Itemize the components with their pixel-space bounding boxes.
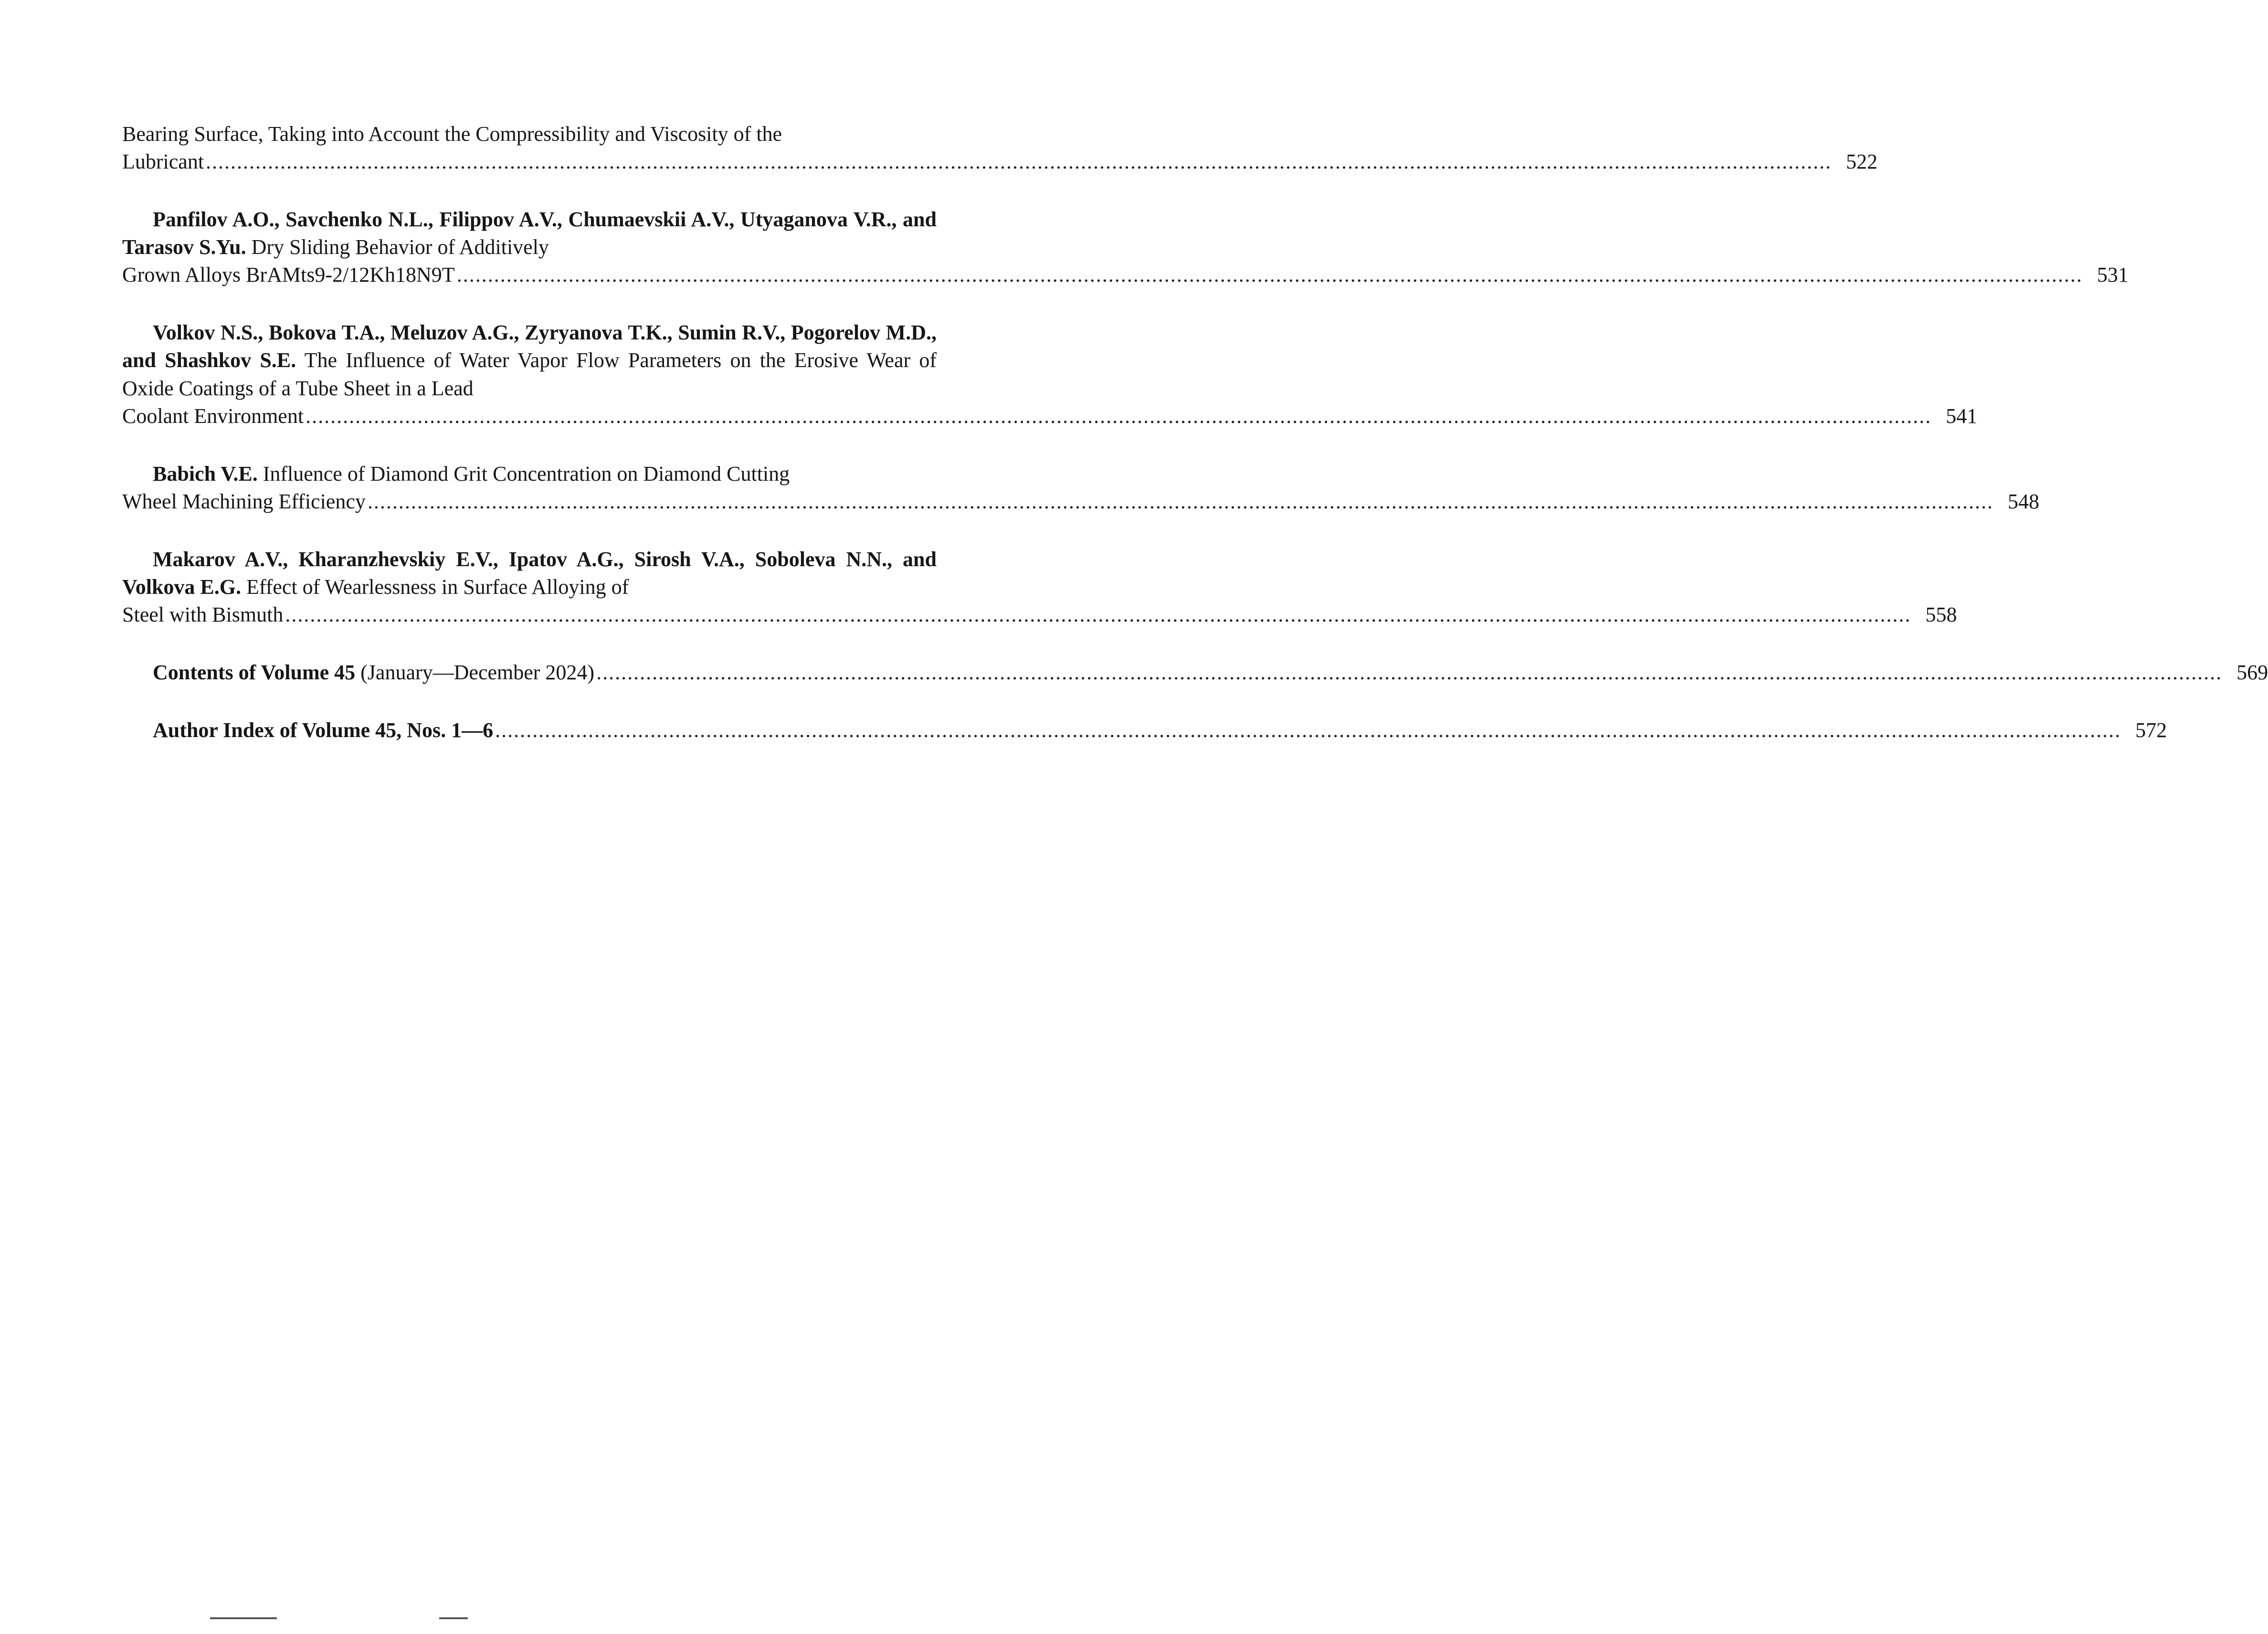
toc-entry xyxy=(122,460,2039,516)
contents-title-bold: Contents of Volume 45 xyxy=(153,661,356,685)
page-number: 531 xyxy=(2097,263,2129,287)
toc-entry xyxy=(122,546,1957,629)
scan-artifact-line xyxy=(439,1617,468,1619)
entry-title-tail: Coolant Environment xyxy=(122,404,304,428)
entry-last-line xyxy=(122,717,2167,744)
entry-body xyxy=(122,319,994,402)
entry-authors: Babich V.E. xyxy=(153,462,258,485)
contents-title-range: (January—December 2024) xyxy=(360,661,595,685)
entry-body xyxy=(122,460,994,488)
entry-title: Bearing Surface, Taking into Account the Compressibility and Viscosity of the xyxy=(122,122,782,146)
entry-last-line xyxy=(122,148,1878,176)
dot-leader: ...................................................................................................................................................................................................................................................................... xyxy=(596,661,2223,685)
entry-last-line xyxy=(122,402,1978,430)
toc-entry xyxy=(122,206,2129,289)
dot-leader: ...................................................................................................................................................................................................................................................................... xyxy=(206,150,1832,174)
entry-authors: Volkov N.S., Bokova T.A., Meluzov A.G., Zyryanova T.K., Sumin R.V., Pogorelov M.D., and Shashkov S.E. xyxy=(122,321,937,372)
dot-leader: ...................................................................................................................................................................................................................................................................... xyxy=(285,603,1911,627)
page-number: 572 xyxy=(2135,718,2167,742)
toc-entry xyxy=(122,120,1878,176)
page-number: 541 xyxy=(1946,404,1978,428)
entry-last-line xyxy=(122,601,1957,629)
entry-authors: Makarov A.V., Kharanzhevskiy E.V., Ipatov A.G., Sirosh V.A., Soboleva N.N., and Volkova E.G. xyxy=(122,547,937,599)
dot-leader: ...................................................................................................................................................................................................................................................................... xyxy=(456,263,2083,287)
entry-body xyxy=(122,546,994,601)
entry-authors: Panfilov A.O., Savchenko N.L., Filippov A.V., Chumaevskii A.V., Utyaganova V.R., and Tarasov S.Yu. xyxy=(122,208,937,259)
scan-artifact-line xyxy=(210,1617,277,1619)
entry-last-line xyxy=(122,488,2039,516)
entry-title-tail: Lubricant xyxy=(122,150,204,174)
entry-title-tail: Grown Alloys BrAMts9-2/12Kh18N9T xyxy=(122,263,455,287)
entry-title-tail: Wheel Machining Efficiency xyxy=(122,489,366,513)
toc-entry-author-index xyxy=(122,717,2167,744)
entry-title xyxy=(153,717,493,744)
dot-leader: ...................................................................................................................................................................................................................................................................... xyxy=(495,718,2121,742)
entry-title: Influence of Diamond Grit Concentration on Diamond Cutting xyxy=(263,462,790,485)
entry-last-line xyxy=(122,659,2268,686)
dot-leader: ...................................................................................................................................................................................................................................................................... xyxy=(367,489,1994,513)
author-index-title: Author Index of Volume 45, Nos. 1—6 xyxy=(153,718,494,742)
toc-entry xyxy=(122,319,1978,430)
toc-entry-contents xyxy=(122,659,2268,686)
entry-title xyxy=(153,659,594,686)
table-of-contents xyxy=(122,120,2268,774)
entry-title: Effect of Wearlessness in Surface Alloying of xyxy=(246,575,629,599)
page-number: 548 xyxy=(2007,489,2039,513)
page-number: 522 xyxy=(1846,150,1878,174)
page-number: 558 xyxy=(1925,603,1957,627)
entry-last-line xyxy=(122,261,2129,289)
entry-title: Dry Sliding Behavior of Additively xyxy=(251,235,549,259)
dot-leader: ...................................................................................................................................................................................................................................................................... xyxy=(306,404,1932,428)
page-number: 569 xyxy=(2236,661,2268,685)
entry-title: The Influence of Water Vapor Flow Parameters on the Erosive Wear of Oxide Coatings of a Tube Sheet in a Lead xyxy=(122,348,937,400)
entry-title-tail: Steel with Bismuth xyxy=(122,603,284,627)
entry-body xyxy=(122,206,994,261)
